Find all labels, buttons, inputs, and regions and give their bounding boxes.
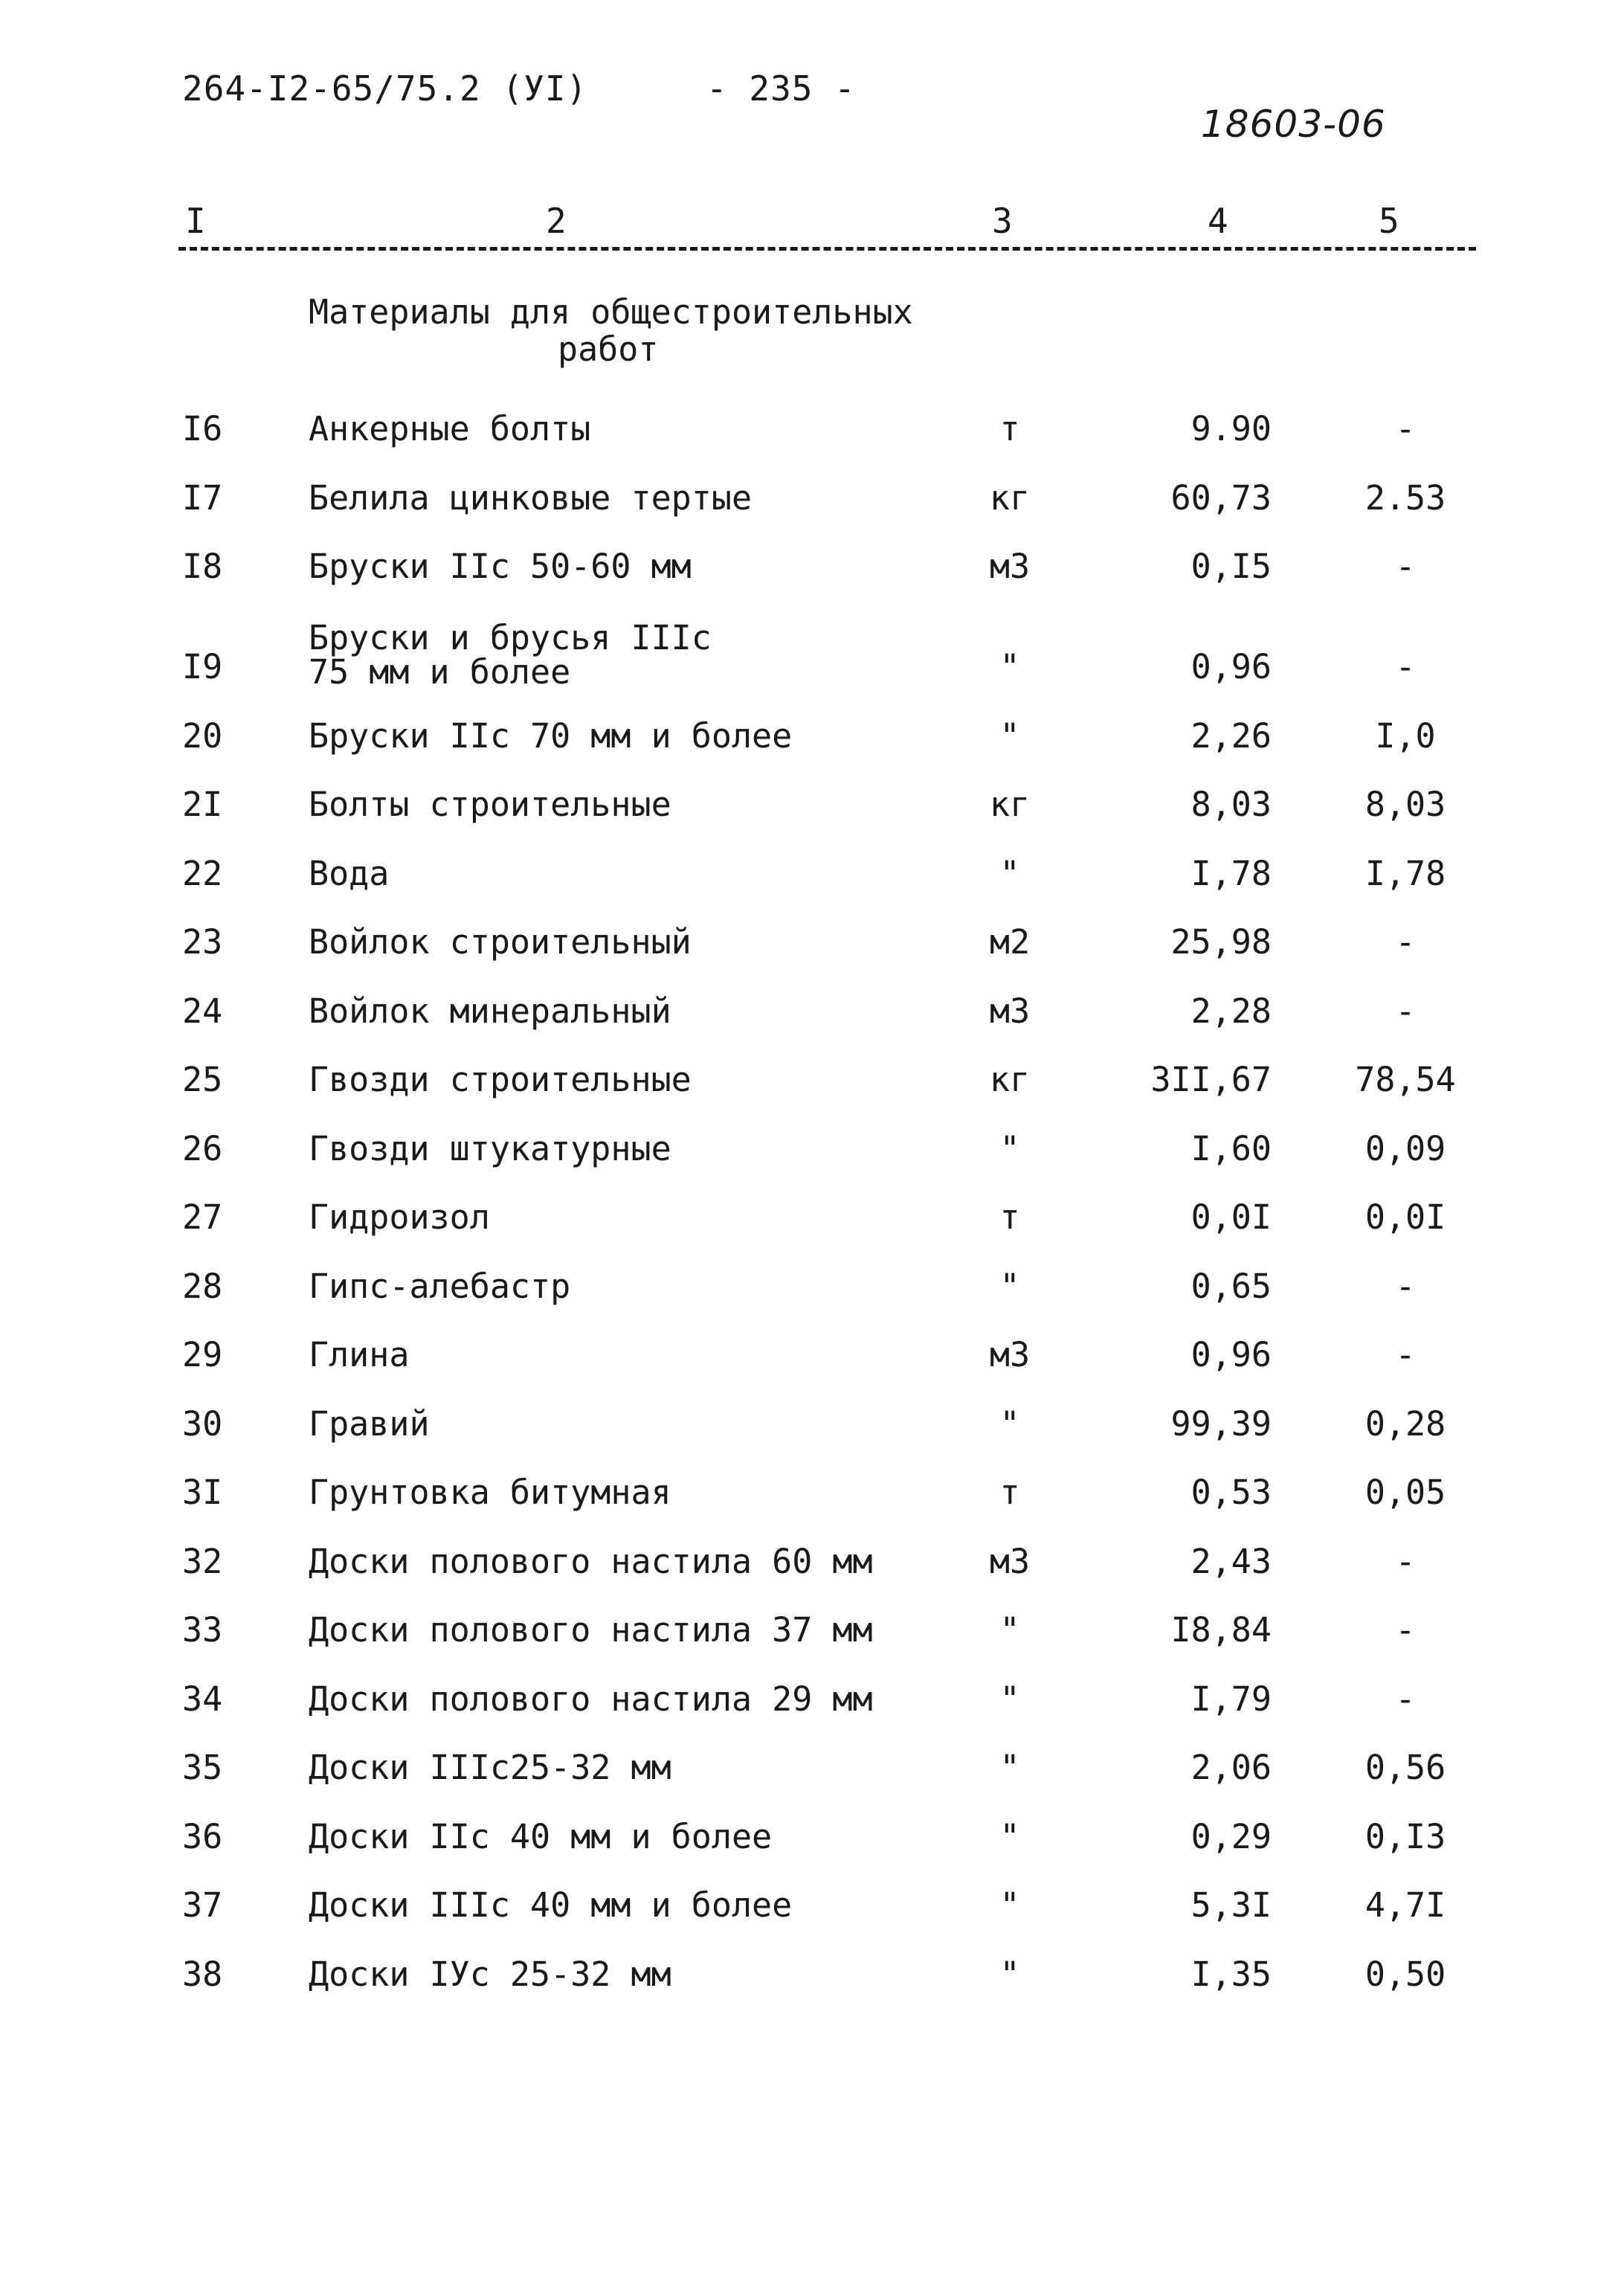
unit: кг — [989, 785, 1031, 824]
quantity-extra: - — [1395, 1679, 1416, 1719]
material-name: Войлок строительный — [309, 922, 692, 962]
table-row — [0, 1129, 1624, 1188]
quantity: 0,96 — [1190, 1335, 1272, 1374]
section-title — [309, 294, 913, 368]
unit: т — [999, 1473, 1020, 1512]
table-row — [0, 1473, 1624, 1532]
material-name: Анкерные болты — [309, 409, 591, 448]
unit: " — [999, 1404, 1020, 1444]
column-header-rule — [178, 201, 1476, 268]
unit: м2 — [989, 922, 1031, 962]
unit: " — [999, 1610, 1020, 1650]
material-name: Доски IIс 40 мм и более — [309, 1817, 773, 1856]
row-number: 35 — [182, 1748, 223, 1787]
table-row — [0, 1197, 1624, 1257]
material-name: Бруски IIс 50-60 мм — [309, 547, 692, 586]
quantity-extra: 0,50 — [1364, 1955, 1446, 1994]
row-number: 24 — [182, 991, 223, 1031]
quantity: 0,65 — [1190, 1267, 1272, 1306]
column-number-4: 4 — [1205, 201, 1231, 241]
row-number: 28 — [182, 1267, 223, 1306]
quantity-extra: - — [1395, 1542, 1416, 1581]
material-name: Гидроизол — [309, 1197, 490, 1237]
quantity-extra: - — [1395, 547, 1416, 586]
table-row — [0, 478, 1624, 538]
material-name: Болты строительные — [309, 785, 671, 824]
table-row — [0, 991, 1624, 1051]
table-row — [0, 1679, 1624, 1739]
unit: кг — [989, 478, 1031, 518]
quantity: I,60 — [1190, 1129, 1272, 1168]
row-number: I7 — [182, 478, 223, 518]
material-name: Глина — [309, 1335, 410, 1374]
unit: " — [999, 1748, 1020, 1787]
quantity-extra: I,0 — [1375, 716, 1436, 756]
column-number-3: 3 — [989, 201, 1016, 241]
unit: " — [999, 1267, 1020, 1306]
row-number: 29 — [182, 1335, 223, 1374]
table-row — [0, 1335, 1624, 1394]
table-row — [0, 1885, 1624, 1945]
unit: кг — [989, 1060, 1031, 1099]
row-number: 30 — [182, 1404, 223, 1444]
quantity-extra: - — [1395, 1267, 1416, 1306]
quantity: 2,06 — [1190, 1748, 1272, 1787]
unit: " — [999, 1679, 1020, 1719]
quantity: 2,28 — [1190, 991, 1272, 1031]
row-number: 33 — [182, 1610, 223, 1650]
row-number: 38 — [182, 1955, 223, 1994]
quantity: 25,98 — [1170, 922, 1272, 962]
quantity-extra: - — [1395, 409, 1416, 448]
quantity-extra: - — [1395, 1610, 1416, 1650]
table-row — [0, 1060, 1624, 1119]
material-name: Бруски и брусья IIIс 75 мм и более — [309, 618, 712, 692]
quantity: 0,29 — [1190, 1817, 1272, 1856]
unit: " — [999, 647, 1020, 686]
quantity: 60,73 — [1170, 478, 1272, 518]
inventory-number: 18603-06 — [1201, 103, 1386, 146]
table-row — [0, 1542, 1624, 1601]
column-number-5: 5 — [1376, 201, 1402, 241]
quantity-extra: - — [1395, 1335, 1416, 1374]
quantity: 0,0I — [1190, 1197, 1272, 1237]
material-name: Гвозди штукатурные — [309, 1129, 671, 1168]
material-name: Войлок минеральный — [309, 991, 671, 1031]
row-number: 34 — [182, 1679, 223, 1719]
table-row — [0, 716, 1624, 776]
unit: " — [999, 854, 1020, 893]
row-number: 36 — [182, 1817, 223, 1856]
quantity-extra: 4,7I — [1364, 1885, 1446, 1925]
table-row — [0, 854, 1624, 913]
row-number: 37 — [182, 1885, 223, 1925]
quantity-extra: - — [1395, 922, 1416, 962]
material-name: Гравий — [309, 1404, 430, 1444]
quantity: 0,96 — [1190, 647, 1272, 686]
quantity: 0,53 — [1190, 1473, 1272, 1512]
quantity-extra: - — [1395, 647, 1416, 686]
unit: т — [999, 1197, 1020, 1237]
unit: " — [999, 1955, 1020, 1994]
unit: " — [999, 1885, 1020, 1925]
unit: м3 — [989, 1335, 1031, 1374]
material-name: Доски IIIс25-32 мм — [309, 1748, 671, 1787]
quantity: I,78 — [1190, 854, 1272, 893]
quantity-extra: 0,56 — [1364, 1748, 1446, 1787]
quantity: 99,39 — [1170, 1404, 1272, 1444]
quantity: I,79 — [1190, 1679, 1272, 1719]
material-name: Гвозди строительные — [309, 1060, 692, 1099]
quantity-extra: 0,I3 — [1364, 1817, 1446, 1856]
material-name: Грунтовка битумная — [309, 1473, 671, 1512]
row-number: 25 — [182, 1060, 223, 1099]
quantity-extra: I,78 — [1364, 854, 1446, 893]
quantity: I,35 — [1190, 1955, 1272, 1994]
table-row — [0, 1610, 1624, 1670]
row-number: 22 — [182, 854, 223, 893]
material-name: Доски полового настила 60 мм — [309, 1542, 873, 1581]
unit: т — [999, 409, 1020, 448]
row-number: 3I — [182, 1473, 223, 1512]
unit: " — [999, 1817, 1020, 1856]
table-row — [0, 1267, 1624, 1326]
table-row — [0, 1404, 1624, 1464]
quantity-extra: 8,03 — [1364, 785, 1446, 824]
section-title-line-1: Материалы для общестроительных — [309, 292, 913, 332]
quantity: 5,3I — [1190, 1885, 1272, 1925]
quantity-extra: 2.53 — [1364, 478, 1446, 518]
quantity-extra: 0,28 — [1364, 1404, 1446, 1444]
unit: м3 — [989, 991, 1031, 1031]
row-number: 27 — [182, 1197, 223, 1237]
dashed-rule — [178, 247, 1476, 251]
quantity: 8,03 — [1190, 785, 1272, 824]
table-row — [0, 922, 1624, 982]
table-row — [0, 1748, 1624, 1807]
table-row — [0, 1955, 1624, 2014]
material-name: Доски полового настила 37 мм — [309, 1610, 873, 1650]
material-name: Доски IУс 25-32 мм — [309, 1955, 671, 1994]
row-number: I8 — [182, 547, 223, 586]
quantity-extra: 0,05 — [1364, 1473, 1446, 1512]
table-row — [0, 618, 1624, 707]
unit: " — [999, 1129, 1020, 1168]
quantity: 3II,67 — [1150, 1060, 1272, 1099]
table-row — [0, 547, 1624, 606]
material-name: Доски IIIс 40 мм и более — [309, 1885, 793, 1925]
quantity: 9.90 — [1190, 409, 1272, 448]
row-number: I6 — [182, 409, 223, 448]
quantity: 0,I5 — [1190, 547, 1272, 586]
quantity: I8,84 — [1170, 1610, 1272, 1650]
unit: м3 — [989, 547, 1031, 586]
quantity-extra: 0,0I — [1364, 1197, 1446, 1237]
material-name: Гипс-алебастр — [309, 1267, 571, 1306]
row-number: 2I — [182, 785, 223, 824]
document-code: 264-I2-65/75.2 (УI) — [182, 68, 588, 109]
unit: м3 — [989, 1542, 1031, 1581]
row-number: 32 — [182, 1542, 223, 1581]
table-row — [0, 1817, 1624, 1876]
table-row — [0, 409, 1624, 469]
section-title-line-2: работ — [558, 329, 659, 369]
material-name: Доски полового настила 29 мм — [309, 1679, 873, 1719]
column-number-1: I — [182, 201, 209, 241]
row-number: I9 — [182, 647, 223, 686]
material-name: Бруски IIс 70 мм и более — [309, 716, 793, 756]
material-name: Вода — [309, 854, 390, 893]
row-number: 20 — [182, 716, 223, 756]
row-number: 23 — [182, 922, 223, 962]
material-name: Белила цинковые тертые — [309, 478, 753, 518]
quantity-extra: 0,09 — [1364, 1129, 1446, 1168]
quantity-extra: - — [1395, 991, 1416, 1031]
quantity-extra: 78,54 — [1355, 1060, 1456, 1099]
table-row — [0, 785, 1624, 844]
quantity: 2,26 — [1190, 716, 1272, 756]
column-number-2: 2 — [543, 201, 570, 241]
page-number: - 235 - — [706, 68, 856, 109]
row-number: 26 — [182, 1129, 223, 1168]
quantity: 2,43 — [1190, 1542, 1272, 1581]
unit: " — [999, 716, 1020, 756]
